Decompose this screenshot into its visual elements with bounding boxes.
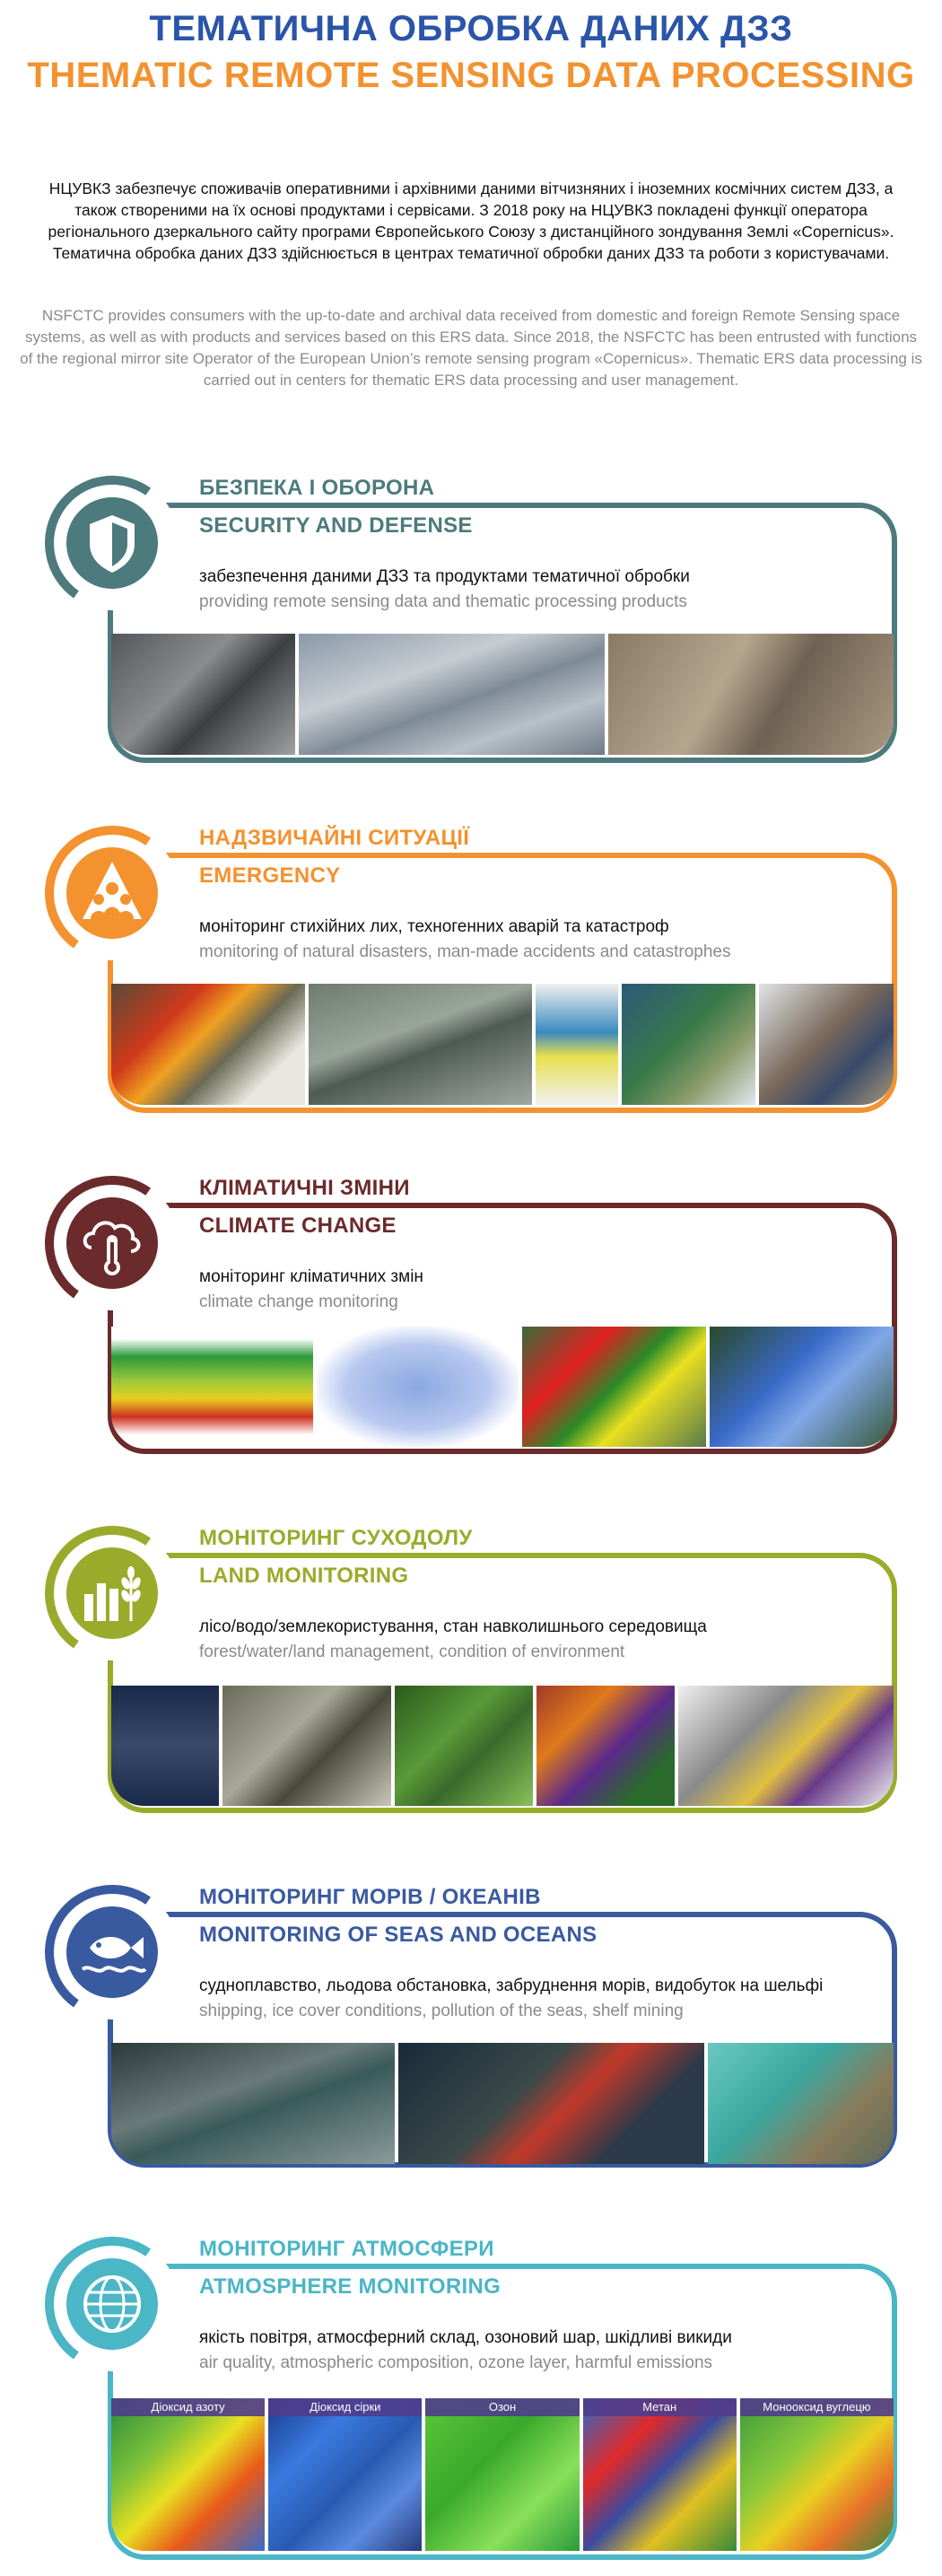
section-badge bbox=[45, 2237, 179, 2371]
globe-icon bbox=[66, 2258, 158, 2350]
section-badge bbox=[45, 1176, 179, 1310]
climate-map bbox=[710, 1327, 894, 1447]
section-title-uk: НАДЗВИЧАЙНІ СИТУАЦІЇ bbox=[199, 826, 470, 850]
section-title-en: MONITORING OF SEAS AND OCEANS bbox=[199, 1923, 597, 1947]
section-desc-uk: забезпечення даними ДЗЗ та продуктами тематичної обробки bbox=[199, 567, 690, 586]
satellite-image bbox=[608, 634, 894, 755]
section-seas bbox=[0, 1876, 942, 2190]
shield-icon bbox=[66, 497, 158, 589]
section-emergency bbox=[0, 817, 942, 1140]
fish-wave-icon bbox=[66, 1906, 158, 1998]
section-badge bbox=[45, 1885, 179, 2020]
satellite-image bbox=[536, 984, 617, 1105]
so2-map bbox=[268, 2398, 422, 2551]
co-map bbox=[740, 2398, 894, 2551]
satellite-image bbox=[536, 1686, 675, 1806]
cloud-thermometer-icon bbox=[66, 1197, 158, 1289]
satellite-image bbox=[622, 984, 756, 1105]
section-desc-en: providing remote sensing data and thematic processing products bbox=[199, 592, 687, 611]
map-label: Діоксид сірки bbox=[268, 2398, 422, 2416]
section-desc-uk: моніторинг стихійних лих, техногенних аварій та катастроф bbox=[199, 917, 669, 936]
section-climate bbox=[0, 1167, 942, 1472]
climate-map bbox=[111, 1327, 313, 1447]
section-desc-en: shipping, ice cover conditions, pollution of the seas, shelf mining bbox=[199, 2002, 684, 2020]
climate-map bbox=[522, 1327, 706, 1447]
section-title-uk: БЕЗПЕКА І ОБОРОНА bbox=[199, 476, 435, 500]
map-label: Озон bbox=[425, 2398, 579, 2416]
climate-map bbox=[317, 1327, 519, 1447]
section-desc-uk: якість повітря, атмосферний склад, озоновий шар, шкідливі викиди bbox=[199, 2328, 732, 2347]
page-title-uk: ТЕМАТИЧНА ОБРОБКА ДАНИХ ДЗЗ bbox=[149, 9, 793, 48]
section-title-en: SECURITY AND DEFENSE bbox=[199, 513, 473, 538]
satellite-image bbox=[395, 1686, 533, 1806]
satellite-image bbox=[759, 984, 894, 1105]
page-title-en: THEMATIC REMOTE SENSING DATA PROCESSING bbox=[27, 56, 915, 95]
section-desc-uk: моніторинг кліматичних змін bbox=[199, 1267, 423, 1286]
image-strip bbox=[111, 984, 894, 1105]
land-wheat-icon bbox=[66, 1547, 158, 1639]
satellite-image bbox=[111, 634, 295, 755]
satellite-image bbox=[111, 984, 305, 1105]
section-badge bbox=[45, 826, 179, 960]
section-title-en: ATMOSPHERE MONITORING bbox=[199, 2274, 502, 2299]
section-title-en: CLIMATE CHANGE bbox=[199, 1214, 397, 1238]
section-title-en: LAND MONITORING bbox=[199, 1564, 409, 1588]
intro-text-uk: НЦУВКЗ забезпечує споживачів оперативними і архівними даними вітчизняних і іноземних космічних систем ДЗЗ, а також створеними на їх основі продуктами і сервісами. З 2018 року на НЦУВКЗ покладені функції оператора регіонального дзеркального сайту програми Європейського Союзу з дистанційного зондування Землі «Copernicus». Тематична обробка даних ДЗЗ здійснюється в центрах тематичної обробки даних ДЗЗ та роботи з користувачами. bbox=[48, 180, 894, 262]
section-badge bbox=[45, 476, 179, 610]
image-strip bbox=[111, 634, 894, 755]
satellite-image bbox=[678, 1686, 894, 1806]
methane-map bbox=[583, 2398, 737, 2551]
section-atmosphere bbox=[0, 2228, 942, 2569]
section-desc-en: forest/water/land management, condition of environment bbox=[199, 1643, 625, 1661]
section-desc-en: climate change monitoring bbox=[199, 1292, 398, 1311]
map-label: Метан bbox=[583, 2398, 737, 2416]
section-title-uk: МОНІТОРИНГ МОРІВ / ОКЕАНІВ bbox=[199, 1885, 541, 1909]
image-strip bbox=[111, 1327, 894, 1447]
satellite-image bbox=[222, 1686, 391, 1806]
section-desc-uk: судноплавство, льодова обстановка, забруднення морів, видобуток на шельфі bbox=[199, 1976, 824, 1995]
section-desc-uk: лісо/водо/землекористування, стан навколишнього середовища bbox=[199, 1617, 707, 1636]
satellite-image bbox=[398, 2043, 704, 2164]
map-label: Монооксид вуглецю bbox=[740, 2398, 894, 2416]
section-title-uk: КЛІМАТИЧНІ ЗМІНИ bbox=[199, 1176, 410, 1200]
section-land bbox=[0, 1517, 942, 1831]
ozone-map bbox=[425, 2398, 579, 2551]
section-desc-en: monitoring of natural disasters, man-made accidents and catastrophes bbox=[199, 942, 731, 961]
satellite-image bbox=[299, 634, 605, 755]
satellite-image bbox=[708, 2043, 894, 2164]
section-badge bbox=[45, 1526, 179, 1660]
no2-map bbox=[111, 2398, 265, 2551]
emergency-people-icon bbox=[66, 847, 158, 939]
intro-text-en: NSFCTC provides consumers with the up-to-date and archival data received from domestic and foreign Remote Sensing space systems, as well as with products and services based on this ERS data. Since 2018, the NSFCTC has been entrusted with functions of the regional mirror site Operator of the European Union’s remote sensing program «Copernicus». Thematic ERS data processing is carried out in centers for thematic ERS data processing and user management. bbox=[20, 307, 922, 389]
map-label: Діоксид азоту bbox=[111, 2398, 265, 2416]
section-title-uk: МОНІТОРИНГ СУХОДОЛУ bbox=[199, 1526, 473, 1550]
image-strip bbox=[111, 2043, 894, 2164]
satellite-image bbox=[111, 1686, 219, 1806]
satellite-image bbox=[309, 984, 532, 1105]
section-title-en: EMERGENCY bbox=[199, 863, 341, 888]
section-security bbox=[0, 467, 942, 790]
image-strip bbox=[111, 2398, 894, 2551]
satellite-image bbox=[111, 2043, 395, 2164]
section-title-uk: МОНІТОРИНГ АТМОСФЕРИ bbox=[199, 2237, 494, 2261]
image-strip bbox=[111, 1686, 894, 1806]
section-desc-en: air quality, atmospheric composition, ozone layer, harmful emissions bbox=[199, 2353, 713, 2372]
